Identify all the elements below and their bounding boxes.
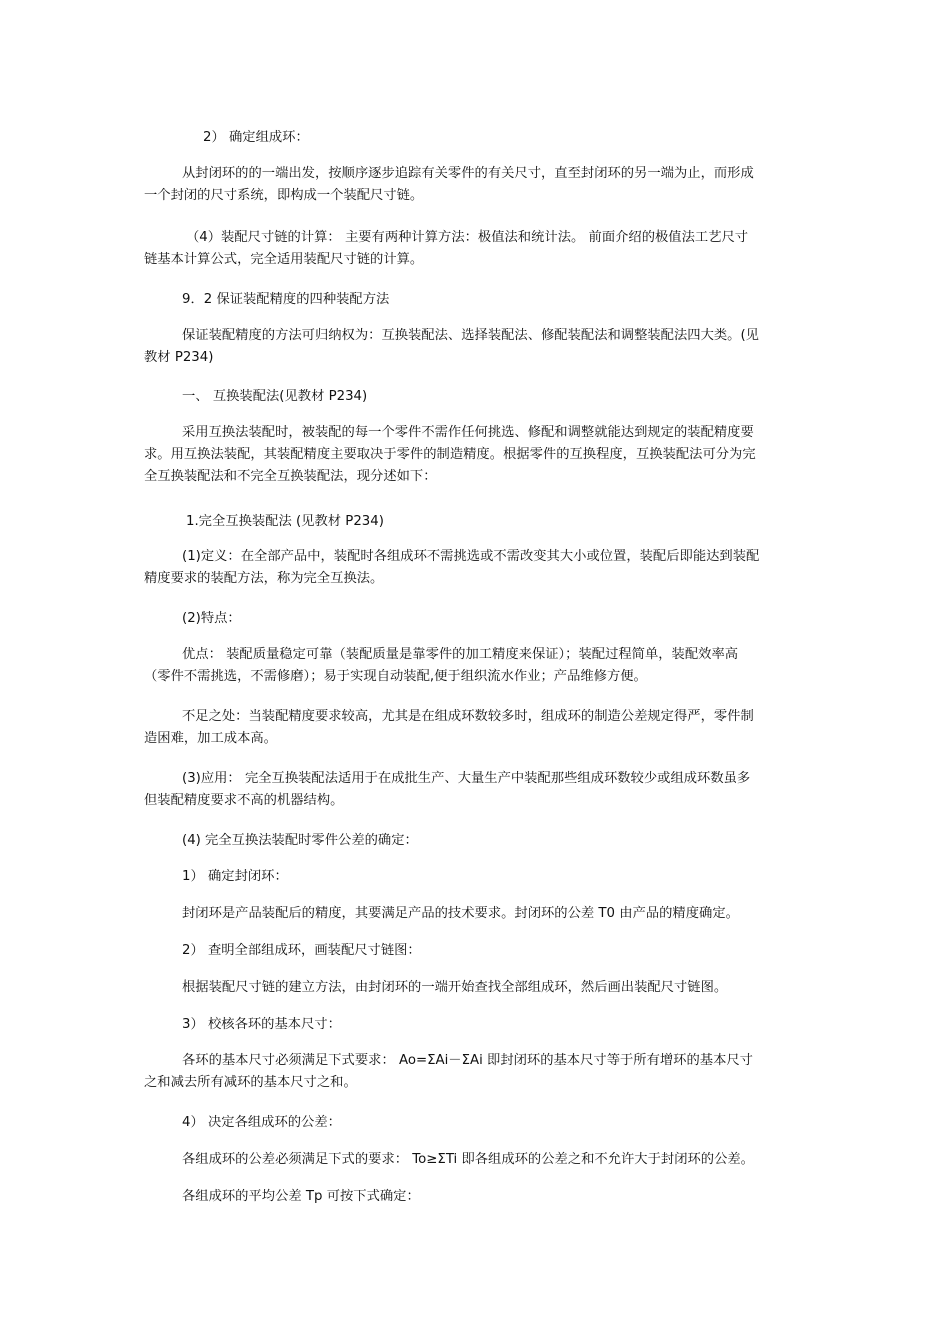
heading-characteristics [182,608,848,630]
text-line: 1） 确定封闭环： [182,869,288,884]
step-2-heading-determine-component-rings [203,127,869,149]
text-line: 2） 确定组成环： [203,130,309,145]
text-line: 采用互换法装配时，被装配的每一个零件不需作任何挑选、修配和调整就能达到规定的装配精度要 [182,425,754,440]
text-line: 优点： 装配质量稳定可靠（装配质量是靠零件的加工精度来保证）；装配过程简单，装配效率高 [182,647,739,662]
paragraph-closed-ring [182,903,848,925]
heading-tolerance-determination [182,830,848,852]
text-line: 但装配精度要求不高的机器结构。 [144,793,344,808]
text-line: 2） 查明全部组成环，画装配尺寸链图： [182,943,421,958]
text-line: 链基本计算公式，完全适用装配尺寸链的计算。 [144,252,424,267]
text-line: 全互换装配法和不完全互换装配法，现分述如下： [144,469,437,484]
text-line: 从封闭环的的一端出发，按顺序逐步追踪有关零件的有关尺寸，直至封闭环的另一端为止，而形成 [182,166,754,181]
paragraph-tolerance-formula [182,1149,848,1171]
text-line: 一个封闭的尺寸系统，即构成一个装配尺寸链。 [144,188,424,203]
text-line: 4） 决定各组成环的公差： [182,1115,341,1130]
text-line: 造困难，加工成本高。 [144,731,277,746]
text-line: 各组成环的公差必须满足下式的要求： To≥ΣTi 即各组成环的公差之和不允许大于封闭环的公差。 [182,1152,754,1167]
text-line: （零件不需挑选，不需修磨）；易于实现自动装配,便于组织流水作业；产品维修方便。 [144,669,647,684]
heading-interchange-assembly [182,386,848,408]
paragraph-average-tolerance [182,1186,848,1208]
text-line: 封闭环是产品装配后的精度，其要满足产品的技术要求。封闭环的公差 T0 由产品的精度确定。 [182,906,739,921]
text-line: 各环的基本尺寸必须满足下式要求： Ao=ΣAi－ΣAi 即封闭环的基本尺寸等于所有增环的基本尺寸 [182,1053,753,1068]
text-line: (1)定义：在全部产品中，装配时各组成环不需挑选或不需改变其大小或位置，装配后即能达到装配 [182,549,760,564]
paragraph-draw-chain [182,977,848,999]
text-line: 求。用互换法装配，其装配精度主要取决于零件的制造精度。根据零件的互换程度，互换装配法可分为完 [144,447,756,462]
paragraph-application [144,768,848,812]
section-heading-9-2 [182,289,848,311]
step-1-determine-closed-ring [182,866,848,888]
step-3-check-basic-dimensions [182,1014,848,1036]
paragraph-basic-dimension-formula [144,1050,848,1094]
paragraph-definition [144,546,848,590]
text-line: 保证装配精度的方法可归纳权为：互换装配法、选择装配法、修配装配法和调整装配法四大类。(见 [182,328,759,343]
text-line: 根据装配尺寸链的建立方法，由封闭环的一端开始查找全部组成环，然后画出装配尺寸链图。 [182,980,728,995]
text-line: 一、 互换装配法(见教材 P234) [182,389,368,404]
text-line: 3） 校核各环的基本尺寸： [182,1017,341,1032]
text-line: 各组成环的平均公差 Tp 可按下式确定： [182,1189,420,1204]
paragraph-trace-dimension-chain [144,163,848,207]
paragraph-disadvantages [144,706,848,750]
text-line: 9．2 保证装配精度的四种装配方法 [182,292,390,307]
paragraph-chain-calculation [144,227,852,271]
step-2-find-all-components [182,940,848,962]
text-line: 精度要求的装配方法，称为完全互换法。 [144,571,384,586]
text-line: 1.完全互换装配法 (见教材 P234) [186,514,384,529]
paragraph-four-methods [144,325,848,369]
text-line: 之和减去所有减环的基本尺寸之和。 [144,1075,357,1090]
text-line: 不足之处：当装配精度要求较高，尤其是在组成环数较多时，组成环的制造公差规定得严，零件制 [182,709,754,724]
text-line: 教材 P234) [144,350,214,365]
paragraph-interchange-description [144,422,848,488]
text-line: （4）装配尺寸链的计算： 主要有两种计算方法：极值法和统计法。 前面介绍的极值法工艺尺寸 [186,230,749,245]
text-line: (3)应用： 完全互换装配法适用于在成批生产、大量生产中装配那些组成环数较少或组成环数虽多 [182,771,751,786]
step-4-determine-tolerances [182,1112,848,1134]
text-line: (2)特点： [182,611,241,626]
heading-complete-interchange [186,511,852,533]
paragraph-advantages [144,644,848,688]
text-line: (4) 完全互换法装配时零件公差的确定： [182,833,418,848]
